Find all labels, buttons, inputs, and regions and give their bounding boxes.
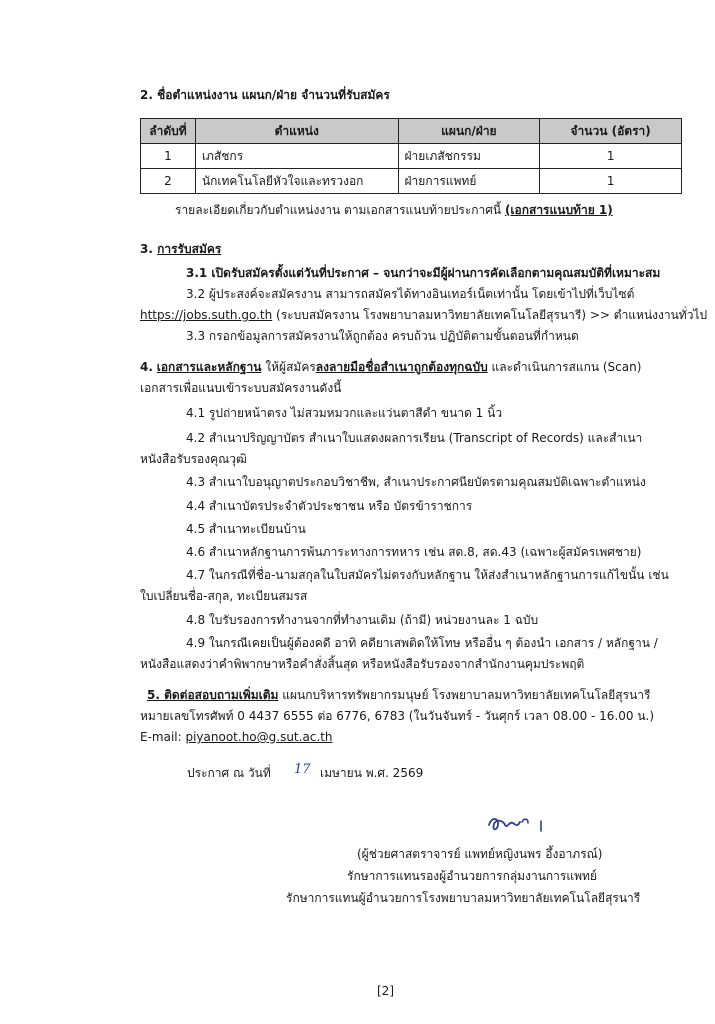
- section4-number: 4.: [140, 360, 153, 374]
- section4-item: 4.5 สำเนาทะเบียนบ้าน: [186, 522, 306, 536]
- page-number: [2]: [377, 984, 394, 998]
- section4-item: 4.9 ในกรณีเคยเป็นผู้ต้องคดี อาทิ คดียาเสพติดให้โทษ หรืออื่น ๆ ต้องนำ เอกสาร / หลักฐาน /: [186, 636, 658, 650]
- section4-intro-mid: ให้ผู้สมัคร: [261, 360, 316, 374]
- section4-item: 4.6 สำเนาหลักฐานการพ้นภาระทางการทหาร เช่น สด.8, สด.43 (เฉพาะผู้สมัครเพศชาย): [186, 545, 642, 559]
- positions-table: [140, 118, 682, 194]
- table-cell: ฝ่ายการแพทย์: [398, 169, 540, 194]
- section4-item-cont: หนังสือรับรองคุณวุฒิ: [140, 452, 247, 466]
- section3-number: 3.: [140, 242, 153, 256]
- table-header-cell: ตำแหน่ง: [195, 119, 398, 144]
- table-header-cell: แผนก/ฝ่าย: [398, 119, 540, 144]
- attachment-link[interactable]: (เอกสารแนบท้าย 1): [504, 203, 613, 217]
- table-cell: 1: [540, 144, 682, 169]
- section4-emphasis: ลงลายมือชื่อสำเนาถูกต้องทุกฉบับ: [315, 360, 488, 374]
- table-header-cell: จำนวน (อัตรา): [540, 119, 682, 144]
- table-cell: ฝ่ายเภสัชกรรม: [398, 144, 540, 169]
- table-row: [141, 169, 682, 194]
- section4-intro-line2: เอกสารเพื่อแนบเข้าระบบสมัครงานดังนี้: [140, 381, 342, 395]
- section2-heading: 2. ชื่อตำแหน่งงาน แผนก/ฝ่าย จำนวนที่รับสมัคร: [140, 88, 390, 102]
- signatory-title-2: รักษาการแทนผู้อำนวยการโรงพยาบาลมหาวิทยาลัยเทคโนโลยีสุรนารี: [286, 891, 641, 905]
- signatory-title-1: รักษาการแทนรองผู้อำนวยการกลุ่มงานการแพทย์: [347, 869, 597, 883]
- table-cell: 1: [540, 169, 682, 194]
- announcement-suffix: เมษายน พ.ศ. 2569: [320, 766, 424, 780]
- section3-item3: 3.3 กรอกข้อมูลการสมัครงานให้ถูกต้อง ครบถ้วน ปฏิบัติตามขั้นตอนที่กำหนด: [186, 329, 579, 343]
- table-cell: นักเทคโนโลยีหัวใจและทรวงอก: [195, 169, 398, 194]
- section5-heading: 5. ติดต่อสอบถามเพิ่มเติม: [147, 688, 279, 702]
- section3-item1: 3.1 เปิดรับสมัครตั้งแต่วันที่ประกาศ – จนกว่าจะมีผู้ผ่านการคัดเลือกตามคุณสมบัติที่เหมาะสม: [186, 266, 661, 280]
- table-header-row: [141, 119, 682, 144]
- section4-item-cont: หนังสือแสดงว่าคำพิพากษาหรือคำสั่งสิ้นสุด หรือหนังสือรับรองจากสำนักงานคุมประพฤติ: [140, 657, 585, 671]
- table-cell: 2: [141, 169, 196, 194]
- email-label: E-mail:: [140, 730, 186, 744]
- section2-note: [175, 202, 613, 218]
- section4-item: 4.4 สำเนาบัตรประจำตัวประชาชน หรือ บัตรข้าราชการ: [186, 499, 473, 513]
- section3-item2-rest: (ระบบสมัครงาน โรงพยาบาลมหาวิทยาลัยเทคโนโลยีสุรนารี) >> ตำแหน่งงานทั่วไป: [272, 308, 708, 322]
- section5-line1-rest: แผนกบริหารทรัพยากรมนุษย์ โรงพยาบาลมหาวิทยาลัยเทคโนโลยีสุรนารี: [278, 688, 651, 702]
- table-header-cell: ลำดับที่: [141, 119, 196, 144]
- signature-scribble: [486, 812, 548, 838]
- section5-phone: หมายเลขโทรศัพท์ 0 4437 6555 ต่อ 6776, 6783 (ในวันจันทร์ - วันศุกร์ เวลา 08.00 - 16.00 น.): [140, 709, 655, 723]
- table-row: [141, 144, 682, 169]
- announcement-prefix: ประกาศ ณ วันที่: [187, 766, 271, 780]
- section4-title: เอกสารและหลักฐาน: [156, 360, 262, 374]
- section4-item: 4.8 ใบรับรองการทำงานจากที่ทำงานเดิม (ถ้ามี) หน่วยงานละ 1 ฉบับ: [186, 613, 539, 627]
- signatory-name: (ผู้ช่วยศาสตราจารย์ แพทย์หญิงนพร อึ้งอาภรณ์): [357, 847, 603, 861]
- table-cell: เภสัชกร: [195, 144, 398, 169]
- announcement-day-handwritten: 17: [294, 762, 311, 777]
- email-link[interactable]: piyanoot.ho@g.sut.ac.th: [185, 730, 333, 744]
- section4-item-cont: ใบเปลี่ยนชื่อ-สกุล, ทะเบียนสมรส: [140, 589, 308, 603]
- section4-intro-end: และดำเนินการสแกน (Scan): [487, 360, 642, 374]
- section4-intro: [140, 359, 641, 375]
- section4-item: 4.2 สำเนาปริญญาบัตร สำเนาใบแสดงผลการเรียน (Transcript of Records) และสำเนา: [186, 431, 643, 445]
- section3-title: การรับสมัคร: [157, 242, 222, 256]
- jobs-website-link[interactable]: https://jobs.suth.go.th: [140, 308, 273, 322]
- section4-item: 4.3 สำเนาใบอนุญาตประกอบวิชาชีพ, สำเนาประกาศนียบัตรตามคุณสมบัติเฉพาะตำแหน่ง: [186, 475, 646, 489]
- section5-line1: [147, 687, 650, 703]
- section3-item2-line2: [140, 307, 707, 323]
- section3-heading: [140, 241, 221, 257]
- section5-email: [140, 729, 333, 745]
- section4-item: 4.1 รูปถ่ายหน้าตรง ไม่สวมหมวกและแว่นตาสีดำ ขนาด 1 นิ้ว: [186, 406, 503, 420]
- section4-item: 4.7 ในกรณีที่ชื่อ-นามสกุลในใบสมัครไม่ตรงกับหลักฐาน ให้ส่งสำเนาหลักฐานการแก้ไขนั้น เช่น: [186, 568, 669, 582]
- note-text: รายละเอียดเกี่ยวกับตำแหน่งงาน ตามเอกสารแนบท้ายประกาศนี้: [175, 203, 505, 217]
- section3-item2-line1: 3.2 ผู้ประสงค์จะสมัครงาน สามารถสมัครได้ทางอินเทอร์เน็ตเท่านั้น โดยเข้าไปที่เว็บไซต์: [186, 287, 635, 301]
- table-cell: 1: [141, 144, 196, 169]
